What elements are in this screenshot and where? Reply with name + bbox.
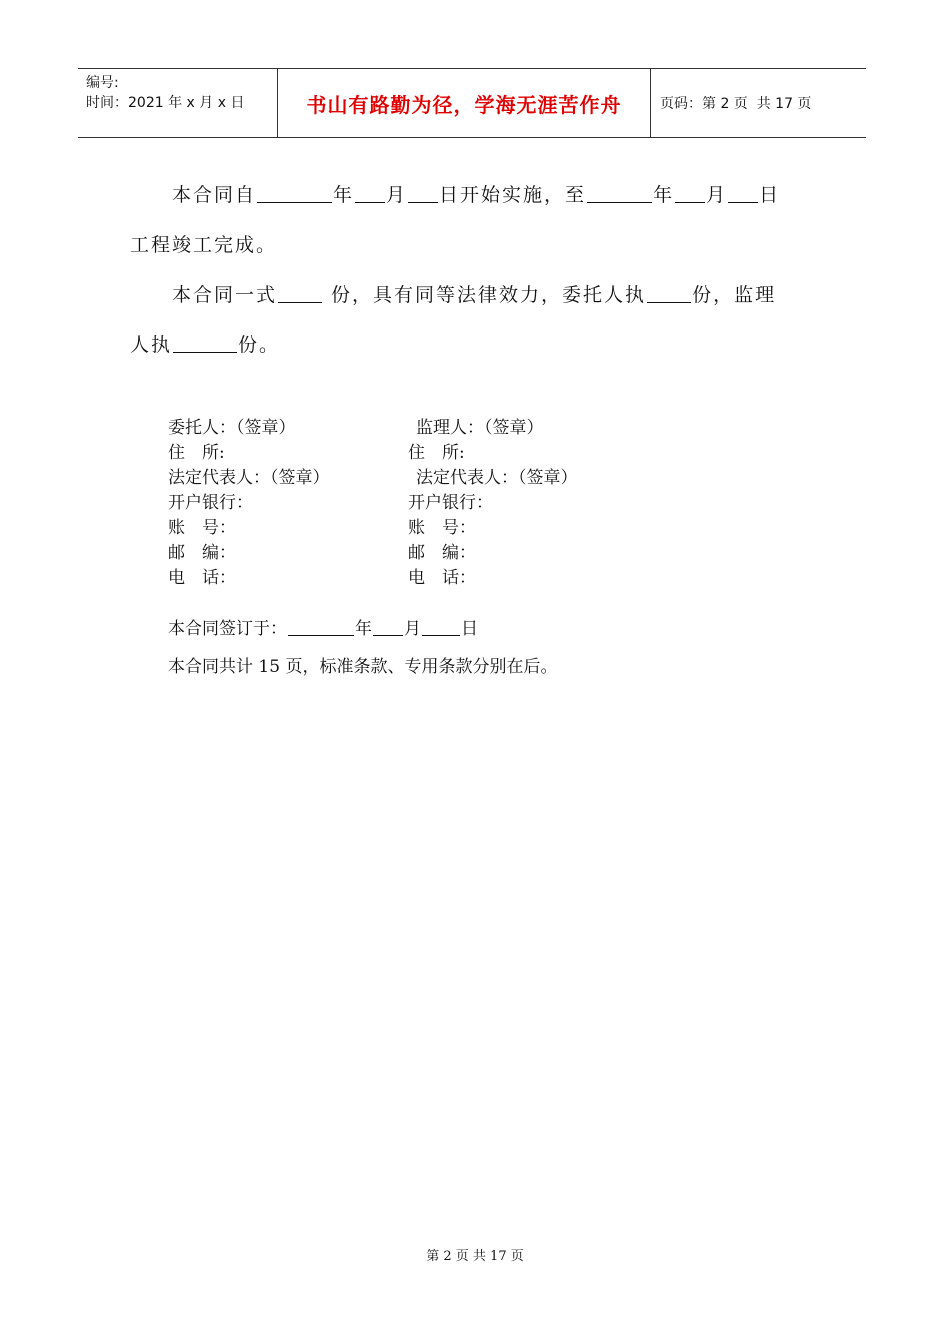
header-right-cell [651, 69, 866, 137]
signature-row [168, 441, 808, 466]
page-footer: 第 2 页 共 17 页 [426, 1249, 524, 1264]
signature-row [168, 516, 808, 541]
blank-year [257, 184, 332, 203]
page-count-note: 本合同共计 15 页，标准条款、专用条款分别在后。 [168, 657, 558, 677]
text-segment: 本合同签订于： [168, 619, 287, 639]
principal-legal-rep-label: 法定代表人：（签章） [168, 468, 330, 488]
header-time-label: 时间：2021 年 x 月 x 日 [86, 95, 245, 111]
blank-day [728, 184, 758, 203]
text-segment: 份，具有同等法律效力，委托人执 [323, 284, 647, 306]
signature-row [168, 566, 808, 591]
text-segment: 月 [386, 184, 408, 206]
text-segment: 日 [759, 184, 781, 206]
page-header [78, 68, 866, 138]
signature-block [168, 416, 808, 591]
principal-account-label: 账 号： [168, 518, 236, 538]
header-left-cell [78, 69, 278, 137]
supervisor-account-label: 账 号： [408, 518, 476, 538]
blank-month [373, 619, 403, 636]
text-segment: 月 [706, 184, 728, 206]
paragraph-copies-cont [130, 320, 820, 370]
closing-block [168, 610, 557, 686]
supervisor-bank-label: 开户银行： [408, 493, 493, 513]
paragraph-effective-date-cont: 工程竣工完成。 [130, 234, 278, 256]
blank-copies [647, 284, 691, 303]
text-segment: 人执 [130, 334, 173, 356]
text-segment: 本合同自 [172, 184, 257, 206]
principal-postcode-label: 邮 编： [168, 543, 236, 563]
text-segment: 份。 [238, 334, 281, 356]
contract-body [130, 170, 820, 370]
text-segment: 年 [355, 619, 372, 639]
header-motto: 书山有路勤为径，学海无涯苦作舟 [278, 69, 651, 137]
blank-day [408, 184, 438, 203]
principal-label: 委托人：（签章） [168, 418, 296, 438]
signature-row [168, 491, 808, 516]
text-segment: 月 [404, 619, 421, 639]
blank-year [587, 184, 652, 203]
text-segment: 日 [461, 619, 478, 639]
supervisor-legal-rep-label: 法定代表人：（签章） [416, 468, 578, 488]
signed-date-line [168, 610, 557, 648]
signature-row [168, 416, 808, 441]
principal-address-label: 住 所: [168, 443, 225, 463]
supervisor-phone-label: 电 话： [408, 568, 476, 588]
text-segment: 份，监理 [692, 284, 777, 306]
blank-month [675, 184, 705, 203]
paragraph-effective-date [130, 170, 820, 220]
principal-phone-label: 电 话： [168, 568, 236, 588]
blank-copies [278, 284, 322, 303]
header-number-label: 编号: [86, 75, 119, 91]
principal-bank-label: 开户银行： [168, 493, 253, 513]
signature-row [168, 541, 808, 566]
supervisor-address-label: 住 所: [408, 443, 465, 463]
blank-month [355, 184, 385, 203]
text-segment: 年 [653, 184, 675, 206]
header-page-label: 页码：第 2 页 共 17 页 [660, 96, 812, 112]
supervisor-postcode-label: 邮 编： [408, 543, 476, 563]
paragraph-copies [130, 270, 820, 320]
blank-day [422, 619, 460, 636]
text-segment: 本合同一式 [172, 284, 278, 306]
blank-copies [173, 334, 237, 353]
blank-year [288, 619, 354, 636]
signature-row [168, 466, 808, 491]
text-segment: 年 [333, 184, 355, 206]
text-segment: 日开始实施，至 [439, 184, 587, 206]
supervisor-label: 监理人：（签章） [416, 418, 544, 438]
